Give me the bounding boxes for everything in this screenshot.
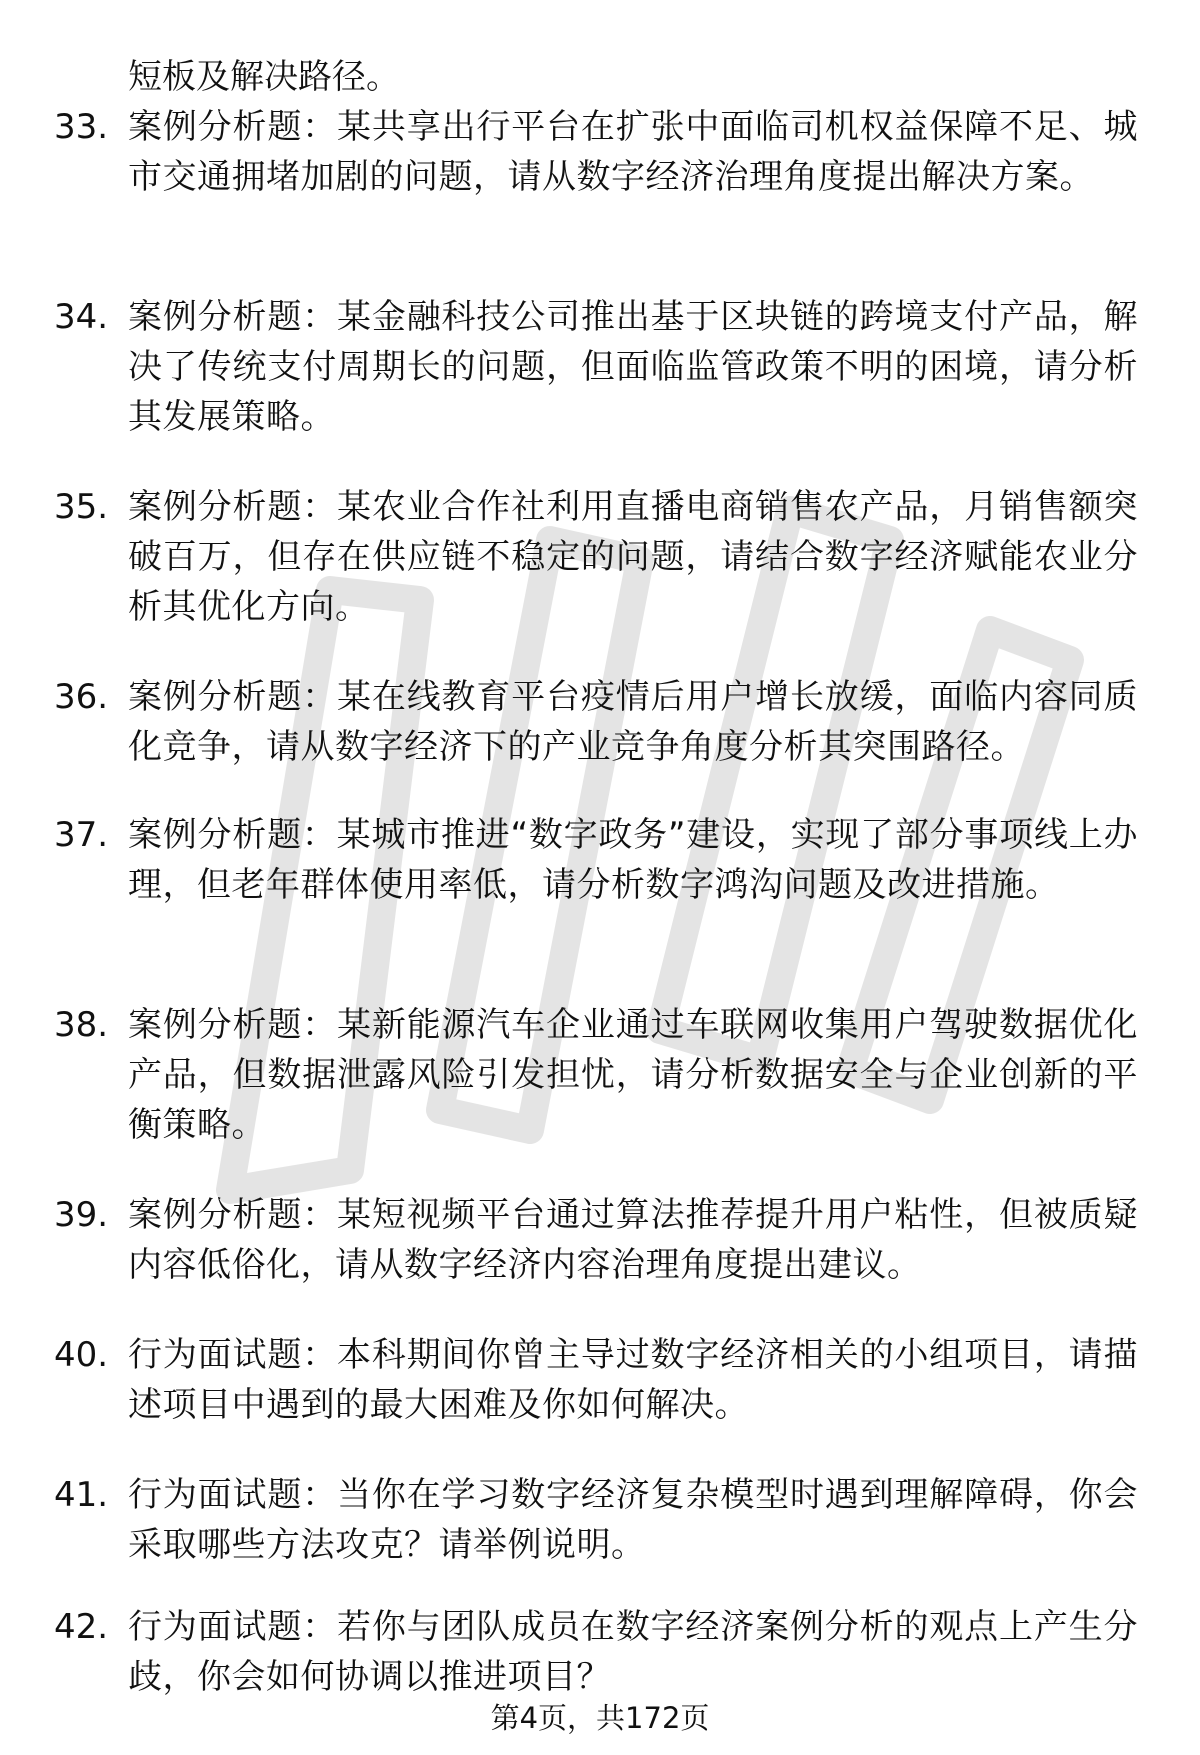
question-number: 39. <box>54 1195 109 1235</box>
question-text: 案例分析题：某城市推进“数字政务”建设，实现了部分事项线上办理，但老年群体使用率低，请分析数字鸿沟问题及改进措施。 <box>128 815 1138 905</box>
question-number: 40. <box>54 1335 109 1375</box>
question-number: 38. <box>54 1005 109 1045</box>
question-text: 案例分析题：某农业合作社利用直播电商销售农产品，月销售额突破百万，但存在供应链不稳定的问题，请结合数字经济赋能农业分析其优化方向。 <box>128 487 1138 627</box>
question-number: 37. <box>54 815 109 855</box>
question-text: 案例分析题：某短视频平台通过算法推荐提升用户粘性，但被质疑内容低俗化，请从数字经济内容治理角度提出建议。 <box>128 1195 1138 1285</box>
question-number: 41. <box>54 1475 109 1515</box>
question-text: 行为面试题：若你与团队成员在数字经济案例分析的观点上产生分歧，你会如何协调以推进项目？ <box>128 1607 1138 1697</box>
page-footer: 第4页，共172页 <box>490 1701 710 1735</box>
question-text: 行为面试题：当你在学习数字经济复杂模型时遇到理解障碍，你会采取哪些方法攻克？请举例说明。 <box>128 1475 1138 1565</box>
question-text: 案例分析题：某共享出行平台在扩张中面临司机权益保障不足、城市交通拥堵加剧的问题，请从数字经济治理角度提出解决方案。 <box>128 107 1138 197</box>
question-number: 33. <box>54 107 109 147</box>
question-number: 42. <box>54 1607 109 1647</box>
question-number: 36. <box>54 677 109 717</box>
question-number: 34. <box>54 297 109 337</box>
question-text: 行为面试题：本科期间你曾主导过数字经济相关的小组项目，请描述项目中遇到的最大困难及你如何解决。 <box>128 1335 1138 1425</box>
question-text: 案例分析题：某金融科技公司推出基于区块链的跨境支付产品，解决了传统支付周期长的问题，但面临监管政策不明的困境，请分析其发展策略。 <box>128 297 1138 437</box>
question-text: 案例分析题：某新能源汽车企业通过车联网收集用户驾驶数据优化产品，但数据泄露风险引发担忧，请分析数据安全与企业创新的平衡策略。 <box>128 1005 1138 1145</box>
question-number: 35. <box>54 487 109 527</box>
continuation-text: 短板及解决路径。 <box>128 57 400 97</box>
question-text: 案例分析题：某在线教育平台疫情后用户增长放缓，面临内容同质化竞争，请从数字经济下的产业竞争角度分析其突围路径。 <box>128 677 1138 767</box>
